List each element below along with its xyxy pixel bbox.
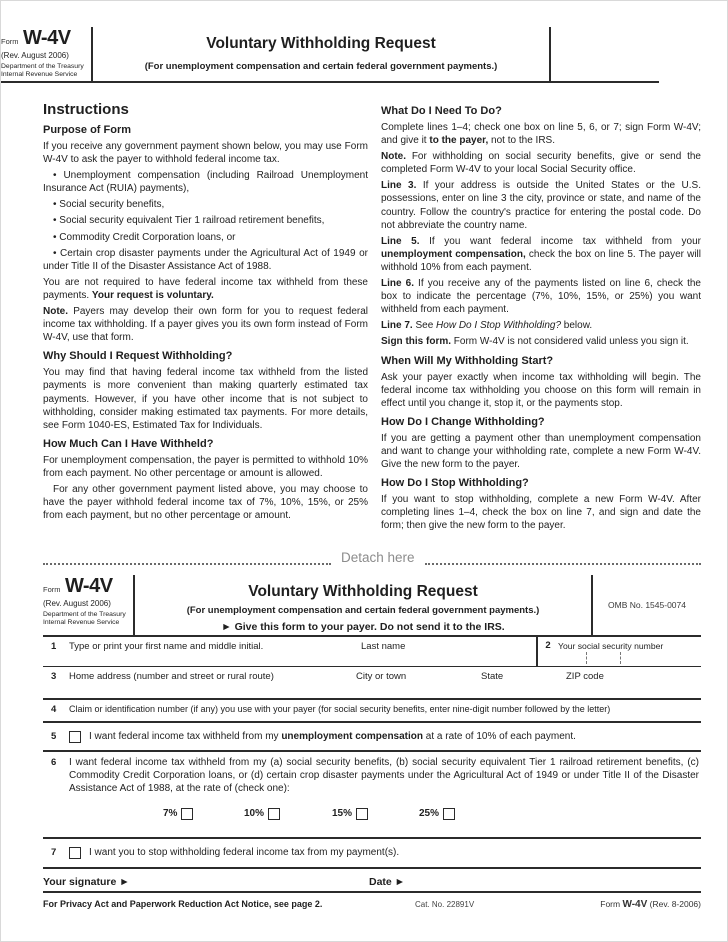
line1-number: 1 (51, 641, 57, 652)
field-claim-number[interactable] (69, 713, 689, 722)
signature-label: Your signature ► (43, 875, 130, 888)
field-ssn[interactable] (542, 652, 697, 665)
line5-number: 5 (51, 731, 57, 742)
line4-number: 4 (51, 704, 57, 715)
row-line4 (43, 700, 701, 723)
instruction-paragraph: If you receive any government payment shown below, you may use Form W-4V to ask the payer to withhold federal income tax. (43, 141, 368, 166)
irs-label: Internal Revenue Service (43, 619, 120, 626)
line1-label: Type or print your first name and middle initial. (69, 641, 264, 652)
instruction-paragraph: Line 6. If you receive any of the payments listed on line 6, check the box to indicate the percentage (7%, 10%, 15%, or 25%) you want withheld from each payment. (381, 278, 701, 316)
field-zip[interactable] (566, 683, 696, 697)
instruction-heading: Why Should I Request Withholding? (43, 350, 233, 363)
instruction-heading: How Do I Change Withholding? (381, 415, 545, 428)
rate-checkbox-7[interactable] (181, 808, 193, 820)
rate-option-10 (244, 808, 280, 820)
line2-label: Your social security number (558, 641, 664, 651)
rate-label: 7% (163, 808, 178, 820)
form-identity-block (1, 27, 93, 81)
treasury-dept-label: Department of the Treasury (43, 611, 126, 618)
field-city[interactable] (356, 683, 474, 697)
rate-label: 25% (419, 808, 440, 820)
field-last-name[interactable] (361, 651, 531, 665)
line7-number: 7 (51, 847, 57, 859)
form-subtitle: (For unemployment compensation and certain federal government payments.) (144, 61, 498, 72)
row-line1 (43, 637, 701, 667)
form-footer (43, 897, 701, 913)
rate-checkbox-25[interactable] (443, 808, 455, 820)
rate-label: 10% (244, 808, 265, 820)
instruction-paragraph: For any other government payment listed above, you may choose to have the payer withhold federal income tax of 7%, 10%, 15%, or 25% from each payment, but no other percentage or amount. (43, 483, 368, 522)
rate-option-15 (332, 808, 368, 820)
instruction-bullet: • Certain crop disaster payments under the Agricultural Act of 1949 or under Title II of the Disaster Assistance Act of 1988. (43, 247, 368, 272)
line3-number: 3 (51, 671, 57, 682)
rate-options (69, 808, 701, 824)
tear-off-form-header (43, 575, 701, 637)
instruction-paragraph: For unemployment compensation, the payer is permitted to withhold 10% from each payment. No other percentage or amount is allowed. (43, 454, 368, 479)
instruction-paragraph: Sign this form. Form W-4V is not considered valid unless you sign it. (381, 336, 689, 348)
line3-label: Home address (number and street or rural route) (69, 671, 274, 682)
instructions-section (43, 99, 701, 535)
line7-checkbox[interactable] (69, 847, 81, 859)
row-line3 (43, 667, 701, 700)
instruction-paragraph: Line 3. If your address is outside the United States or the U.S. possessions, enter on line 3 the city, province or state, and name of the country. Follow the country's practice for entering the postal code. Do not abbreviate the country name. (381, 180, 701, 231)
privacy-act-notice: For Privacy Act and Paperwork Reduction Act Notice, see page 2. (43, 898, 323, 909)
signature-row (43, 869, 701, 893)
form-number: W-4V (64, 575, 113, 597)
instruction-heading: Purpose of Form (43, 124, 132, 136)
instruction-heading: What Do I Need To Do? (381, 105, 502, 117)
instruction-bullet: • Social security equivalent Tier 1 railroad retirement benefits, (53, 215, 325, 227)
instruction-paragraph: Complete lines 1–4; check one box on line 5, 6, or 7; sign Form W-4V; and give it to the payer, not to the IRS. (381, 122, 701, 147)
form-word: Form (43, 585, 61, 594)
line6-text: I want federal income tax withheld from my (a) social security benefits, (b) social security equivalent Tier 1 railroad retirement benefits, (c) Commodity Credit Corporation loans, or (d) certain crop disaster payments under the Agricultural Act of 1949 or under Title II of the Disaster Assistance Act of 1988, at the rate of (check one): (69, 757, 699, 794)
tear-off-form (43, 575, 701, 913)
last-name-label: Last name (361, 641, 406, 652)
row-line5 (43, 723, 701, 752)
instruction-paragraph: Note. For withholding on social security benefits, give or send the completed Form W-4V to your local Social Security office. (381, 151, 701, 176)
instruction-paragraph: Ask your payer exactly when income tax withholding will begin. The federal income tax withholding you choose on this form will remain in effect until you change it, stop it, or the payments stop. (381, 371, 701, 409)
line7-text: I want you to stop withholding federal income tax from my payment(s). (89, 847, 400, 859)
instruction-bullet: • Commodity Credit Corporation loans, or (53, 231, 236, 243)
rate-label: 15% (332, 808, 353, 820)
field-state[interactable] (481, 683, 559, 697)
field-signature[interactable] (153, 873, 363, 890)
instruction-paragraph: If you want to stop withholding, complete a new Form W-4V. After completing lines 1–4, check the box on line 7, and sign and date the form; then give the new form to the payer. (381, 494, 701, 532)
rate-option-25 (419, 808, 455, 820)
form-title: Voluntary Withholding Request (206, 35, 436, 52)
line5-checkbox[interactable] (69, 731, 81, 743)
ssn-cell (536, 637, 701, 666)
instruction-bullet: • Unemployment compensation (including Railroad Unemployment Insurance Act (RUIA) payments), (43, 170, 368, 195)
form-number: W-4V (22, 27, 71, 49)
form-subtitle: (For unemployment compensation and certain federal government payments.) (186, 605, 540, 616)
give-to-payer-instruction: ► Give this form to your payer. Do not send it to the IRS. (221, 621, 505, 633)
instruction-paragraph: Line 7. See How Do I Stop Withholding? below. (381, 320, 593, 332)
field-date[interactable] (418, 873, 698, 890)
instruction-heading: How Much Can I Have Withheld? (43, 437, 214, 450)
form-reference: Form W-4V (Rev. 8-2006) (600, 898, 701, 910)
line4-label: Claim or identification number (if any) you use with your payer (for social security benefits, enter nine-digit number followed by the letter) (69, 704, 611, 714)
field-home-address[interactable] (69, 683, 349, 697)
rate-checkbox-15[interactable] (356, 808, 368, 820)
form-title: Voluntary Withholding Request (248, 583, 478, 600)
catalog-number: Cat. No. 22891V (415, 899, 475, 909)
instructions-left-column (43, 99, 368, 535)
detach-dotted-line-right (425, 552, 701, 565)
city-label: City or town (356, 671, 407, 682)
omb-number: OMB No. 1545-0074 (608, 600, 686, 610)
field-first-name[interactable] (69, 651, 349, 665)
instruction-paragraph: If you are getting a payment other than unemployment compensation and want to change your withholding rate, complete a new Form W-4V. Give the new form to the payer. (381, 432, 701, 470)
instruction-paragraph: Note. Payers may develop their own form for you to request federal income tax withholding. If a payer gives you its own form instead of Form W-4V, use that form. (43, 306, 368, 344)
zip-label: ZIP code (566, 671, 604, 682)
instruction-paragraph: You are not required to have federal income tax withheld from these payments. Your request is voluntary. (43, 276, 368, 301)
form-revision: (Rev. August 2006) (43, 599, 111, 608)
instructions-title: Instructions (43, 101, 129, 118)
instructions-right-column (381, 99, 701, 535)
top-form-header (1, 27, 659, 83)
header-right-empty-box (549, 27, 659, 81)
row-line7 (43, 839, 701, 869)
rate-option-7 (163, 808, 193, 820)
instruction-bullet: • Social security benefits, (53, 199, 165, 211)
row-line6 (43, 752, 701, 839)
state-label: State (481, 671, 504, 682)
rate-checkbox-10[interactable] (268, 808, 280, 820)
line2-number: 2 (545, 640, 551, 651)
detach-dotted-line-left (43, 552, 331, 565)
line6-number: 6 (51, 757, 57, 768)
form-identity-block (43, 575, 135, 635)
detach-here-label: Detach here (341, 550, 415, 565)
instruction-paragraph: You may find that having federal income tax withheld from the listed payments is more convenient than making quarterly estimated tax payments. However, if you have other income that is not subject to withholding, consider making estimated tax payments. For more details, see Form 1040-ES, Estimated Tax for Individuals. (43, 367, 368, 431)
instruction-heading: When Will My Withholding Start? (381, 354, 554, 367)
date-label: Date ► (369, 875, 406, 888)
instruction-paragraph: Line 5. If you want federal income tax withheld from your unemployment compensation, check the box on line 5. The payer will withhold 10% from each payment. (381, 235, 701, 273)
line5-text: I want federal income tax withheld from my unemployment compensation at a rate of 10% of each payment. (89, 731, 576, 742)
form-revision: (Rev. August 2006) (1, 51, 69, 60)
irs-label: Internal Revenue Service (1, 71, 78, 78)
form-word: Form (1, 37, 19, 46)
instruction-heading: How Do I Stop Withholding? (381, 477, 529, 490)
detach-line (43, 547, 701, 565)
treasury-dept-label: Department of the Treasury (1, 63, 84, 70)
